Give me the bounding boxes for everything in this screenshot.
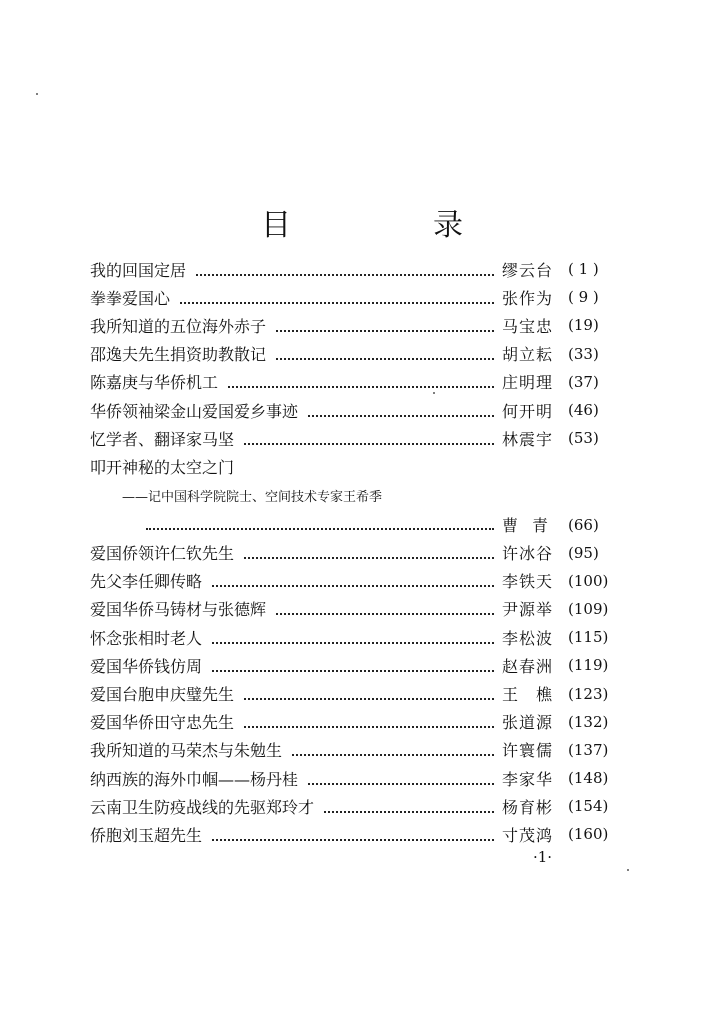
toc-entry-title: 先父李任卿传略 bbox=[90, 572, 203, 592]
toc-entry-title: 爱国华侨钱仿周 bbox=[90, 656, 203, 676]
toc-entry[interactable] bbox=[90, 255, 620, 283]
toc-entry-author: 寸茂鸿 bbox=[502, 825, 554, 845]
toc-entry[interactable] bbox=[90, 708, 620, 736]
dot-leader bbox=[308, 774, 494, 785]
toc-entry[interactable] bbox=[90, 595, 620, 623]
toc-entry-author: 李铁天 bbox=[502, 572, 554, 592]
toc-entry-author: 曹青 bbox=[502, 516, 563, 535]
toc-entry[interactable] bbox=[90, 452, 620, 480]
toc-entry-page: (160) bbox=[568, 825, 609, 844]
toc-entry-page: (148) bbox=[568, 769, 609, 788]
toc-entry-author: 张道源 bbox=[502, 713, 554, 733]
dot-leader bbox=[276, 604, 494, 615]
toc-entry-author: 何开明 bbox=[502, 401, 554, 421]
toc-entry[interactable] bbox=[90, 679, 620, 707]
toc-entry-author: 赵春洲 bbox=[502, 656, 554, 676]
toc-entry-title: 陈嘉庚与华侨机工 bbox=[90, 373, 219, 393]
scan-speck bbox=[627, 869, 629, 871]
toc-entry-page: (154) bbox=[568, 797, 609, 816]
toc-entry[interactable] bbox=[90, 539, 620, 567]
dot-leader bbox=[244, 717, 494, 728]
page-title: 目 录 bbox=[261, 208, 519, 244]
toc-entry[interactable] bbox=[90, 764, 620, 792]
toc-entry[interactable] bbox=[90, 792, 620, 820]
page-number: ·1· bbox=[533, 848, 553, 866]
dot-leader bbox=[308, 406, 494, 417]
dot-leader bbox=[276, 321, 494, 332]
dot-leader bbox=[228, 377, 494, 388]
toc-entry-title: 我所知道的五位海外赤子 bbox=[90, 316, 267, 336]
dot-leader bbox=[244, 548, 494, 559]
toc-entry-page: ( 1 ) bbox=[568, 260, 599, 279]
dot-leader bbox=[180, 293, 494, 304]
toc-entry[interactable] bbox=[90, 736, 620, 764]
toc-entry[interactable] bbox=[90, 368, 620, 396]
table-of-contents bbox=[90, 255, 620, 849]
toc-entry-author: 张作为 bbox=[502, 288, 554, 308]
toc-entry-author: 马宝忠 bbox=[502, 316, 554, 336]
toc-entry-title: 华侨领袖梁金山爱国爱乡事迹 bbox=[90, 401, 299, 421]
toc-entry-author: 庄明理 bbox=[502, 373, 554, 393]
toc-entry-title: 爱国台胞申庆璧先生 bbox=[90, 685, 235, 705]
toc-entry-page: (19) bbox=[568, 316, 599, 335]
toc-entry-page: (123) bbox=[568, 684, 609, 703]
toc-entry-title: 云南卫生防疫战线的先驱郑玲才 bbox=[90, 797, 315, 817]
toc-entry-author: 许冰谷 bbox=[502, 544, 554, 564]
toc-entry-title: 纳西族的海外巾帼——杨丹桂 bbox=[90, 769, 299, 789]
toc-entry-title: 怀念张相时老人 bbox=[90, 628, 203, 648]
toc-entry-title: 拳拳爱国心 bbox=[90, 288, 171, 308]
toc-entry-page: (33) bbox=[568, 344, 599, 363]
dot-leader bbox=[146, 519, 494, 530]
dot-leader bbox=[244, 434, 494, 445]
toc-entry-page: (115) bbox=[568, 628, 609, 647]
toc-entry-title: 叩开神秘的太空之门 bbox=[90, 457, 235, 477]
toc-entry-page: (132) bbox=[568, 712, 609, 731]
dot-leader bbox=[212, 661, 494, 672]
toc-entry[interactable] bbox=[90, 567, 620, 595]
toc-entry-title: 我所知道的马荣杰与朱勉生 bbox=[90, 741, 283, 761]
toc-entry-author: 王 樵 bbox=[502, 685, 554, 705]
toc-entry-title: 忆学者、翻译家马坚 bbox=[90, 429, 235, 449]
dot-leader bbox=[292, 745, 494, 756]
dot-leader bbox=[276, 349, 494, 360]
scan-speck bbox=[36, 93, 38, 95]
toc-entry-page: (109) bbox=[568, 599, 609, 618]
toc-entry-author: 杨育彬 bbox=[502, 797, 554, 817]
toc-entry-title: 爱国侨领许仁钦先生 bbox=[90, 544, 235, 564]
toc-entry-title: 爱国华侨马铸材与张德辉 bbox=[90, 600, 267, 620]
toc-entry-author: 林震宇 bbox=[502, 429, 554, 449]
toc-entry-author: 许寰儒 bbox=[502, 741, 554, 761]
toc-entry-page: (37) bbox=[568, 372, 599, 391]
toc-entry-page: (137) bbox=[568, 740, 609, 759]
toc-entry[interactable] bbox=[90, 651, 620, 679]
toc-entry[interactable] bbox=[90, 623, 620, 651]
toc-entry[interactable] bbox=[90, 311, 620, 339]
toc-entry-author: 尹源举 bbox=[502, 600, 554, 620]
dot-leader bbox=[212, 576, 494, 587]
toc-entry[interactable] bbox=[90, 340, 620, 368]
toc-entry-title: 侨胞刘玉超先生 bbox=[90, 825, 203, 845]
dot-leader bbox=[212, 633, 494, 644]
toc-entry[interactable] bbox=[90, 283, 620, 311]
dot-leader bbox=[196, 265, 494, 276]
toc-entry-author: 李家华 bbox=[502, 769, 554, 789]
toc-entry[interactable] bbox=[90, 820, 620, 848]
toc-entry-title: 爱国华侨田守忠先生 bbox=[90, 713, 235, 733]
dot-leader bbox=[212, 830, 494, 841]
toc-entry-page: (119) bbox=[568, 656, 609, 675]
toc-entry-title: 邵逸夫先生捐资助教散记 bbox=[90, 345, 267, 365]
toc-entry-continuation[interactable] bbox=[90, 511, 620, 539]
toc-entry[interactable] bbox=[90, 396, 620, 424]
dot-leader bbox=[244, 689, 494, 700]
toc-entry-author: 李松波 bbox=[502, 628, 554, 648]
toc-entry-subtitle: ——记中国科学院院士、空间技术专家王希季 bbox=[122, 490, 383, 505]
toc-entry-title: 我的回国定居 bbox=[90, 260, 187, 280]
toc-entry-author: 缪云台 bbox=[502, 260, 554, 280]
toc-entry[interactable] bbox=[90, 424, 620, 452]
toc-entry-page: (100) bbox=[568, 571, 609, 590]
dot-leader bbox=[324, 802, 494, 813]
toc-entry-page: (53) bbox=[568, 429, 599, 448]
toc-entry-author: 胡立耘 bbox=[502, 345, 554, 365]
toc-entry-page: ( 9 ) bbox=[568, 288, 599, 307]
toc-entry-page: (66) bbox=[568, 515, 599, 534]
toc-entry-page: (95) bbox=[568, 543, 599, 562]
toc-entry-page: (46) bbox=[568, 401, 599, 420]
